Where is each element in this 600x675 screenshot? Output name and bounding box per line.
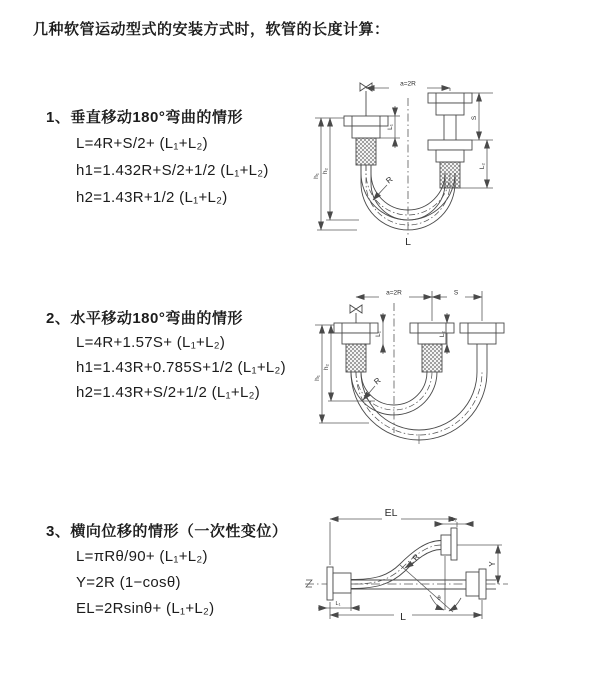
diagram-horizontal-180-bend — [295, 283, 595, 445]
d2-fittings — [334, 323, 504, 372]
angle-label: θ — [437, 596, 441, 602]
dim-label-l1: L₁ — [335, 601, 341, 607]
dim-label-l2: L₂ — [451, 517, 457, 523]
d3-break-mark — [306, 580, 312, 587]
length-label: L — [405, 236, 411, 248]
formula-h1: h1=1.432R+S/2+1/2 (L₁+L₂) — [76, 162, 269, 179]
formula-el: EL=2Rsinθ+ (L₁+L₂) — [76, 600, 215, 617]
length-label: L — [400, 611, 406, 623]
diagram-lateral-displacement — [303, 496, 515, 631]
formula-l: L=4R+1.57S+ (L₁+L₂) — [76, 334, 226, 351]
section-1-heading: 1、垂直移动180°弯曲的情形 — [46, 109, 243, 126]
dim-label-l2: L₂ — [479, 162, 486, 170]
radius-label: R — [372, 375, 383, 387]
d1-dimension-lines — [315, 88, 493, 230]
dim-label-h1: h₁ — [314, 375, 321, 381]
page-title: 几种软管运动型式的安装方式时，软管的长度计算： — [33, 21, 390, 38]
dim-label-s: S — [453, 289, 459, 297]
d3-dimension-lines — [318, 519, 502, 619]
diagram-vertical-180-bend — [303, 78, 518, 250]
dim-label-el: EL — [384, 507, 398, 519]
formula-l: L=πRθ/90+ (L₁+L₂) — [76, 548, 208, 565]
dim-label-a2r: a=2R — [400, 80, 416, 88]
dim-label-h1: h₁ — [313, 173, 320, 179]
d3-displaced-hose — [351, 528, 457, 589]
d2-hose-loops — [351, 372, 487, 440]
radius-label: R — [410, 552, 422, 563]
dim-label-l1: L₁ — [375, 331, 382, 337]
radius-label: R — [384, 174, 395, 186]
d3-left-flange — [327, 567, 351, 600]
formula-h2: h2=1.43R+S/2+1/2 (L₁+L₂) — [76, 384, 261, 401]
formula-h2: h2=1.43R+1/2 (L₁+L₂) — [76, 189, 228, 206]
dim-label-s: S — [471, 115, 478, 121]
formula-y: Y=2R (1−cosθ) — [76, 574, 181, 591]
section-2-heading: 2、水平移动180°弯曲的情形 — [46, 310, 243, 327]
valve-icon — [350, 305, 362, 323]
dim-label-h2: h₂ — [322, 167, 329, 175]
d2-dimension-lines — [315, 291, 482, 423]
dim-label-l1: L₁ — [387, 124, 394, 130]
dim-label-y: Y — [488, 561, 497, 567]
dim-label-a2r: a=2R — [386, 289, 402, 297]
d1-left-fitting — [344, 116, 388, 165]
formula-l: L=4R+S/2+ (L₁+L₂) — [76, 135, 208, 152]
formula-h1: h1=1.43R+0.785S+1/2 (L₁+L₂) — [76, 359, 286, 376]
section-3-heading: 3、横向位移的情形（一次性变位） — [46, 523, 288, 540]
dim-label-l2: L₂ — [439, 330, 446, 338]
dim-label-h2: h₂ — [323, 363, 330, 371]
